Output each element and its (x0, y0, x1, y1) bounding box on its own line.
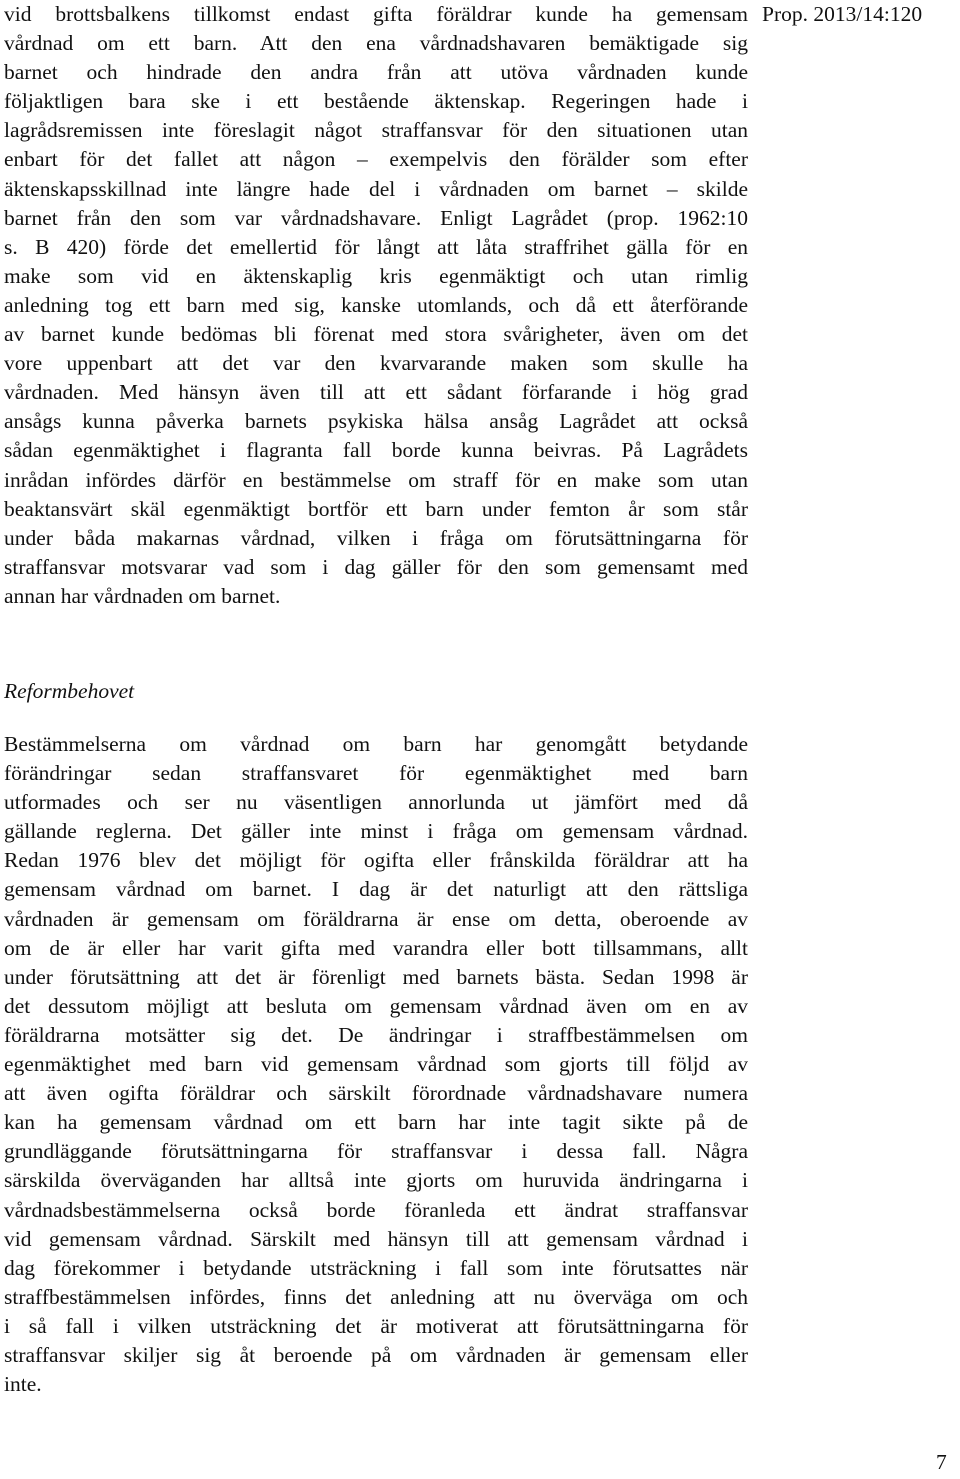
text-line: vid gemensam vårdnad. Särskilt med hänsyn till att gemensam vårdnad i (4, 1226, 748, 1251)
page-number: 7 (936, 1450, 947, 1474)
text-line: make som vid en äktenskaplig kris egenmäktigt och utan rimlig (4, 263, 748, 288)
text-line: straffbestämmelsen infördes, finns det anledning att nu överväga om och (4, 1284, 748, 1309)
text-line: vårdnadsbestämmelserna också borde föranleda ett ändrat straffansvar (4, 1197, 748, 1222)
text-line: anledning tog ett barn med sig, kanske utomlands, och då ett återförande (4, 292, 748, 317)
text-line: vårdnad om ett barn. Att den ena vårdnadshavaren bemäktigade sig (4, 31, 748, 56)
text-line: vid brottsbalkens tillkomst endast gifta föräldrar kunde ha gemensam (4, 2, 748, 26)
text-line: i så fall i vilken utsträckning det är motiverat att förutsättningarna för (4, 1313, 748, 1338)
paragraph-history (4, 0, 748, 611)
text-line: straffansvar skiljer sig åt beroende på om vårdnaden är gemensam eller (4, 1342, 748, 1367)
section-heading-reformbehovet: Reformbehovet (4, 679, 135, 703)
text-line: följaktligen bara ske i ett bestående äktenskap. Regeringen hade i (4, 89, 748, 114)
text-line: gällande reglerna. Det gäller inte minst i fråga om gemensam vårdnad. (4, 819, 748, 844)
text-line: gemensam vårdnad om barnet. I dag är det naturligt att den rättsliga (4, 877, 748, 902)
text-line: det dessutom möjligt att besluta om gemensam vårdnad även om en av (4, 993, 748, 1018)
text-line: lagrådsremissen inte föreslagit något straffansvar för den situationen utan (4, 118, 748, 143)
text-line: vore uppenbart att det var den kvarvarande maken som skulle ha (4, 351, 748, 376)
text-line: enbart för det fallet att någon – exempelvis den förälder som efter (4, 147, 748, 172)
text-line: vårdnaden. Med hänsyn även till att ett sådant förfarande i hög grad (4, 380, 748, 405)
text-line: äktenskapsskillnad inte längre hade del i vårdnaden om barnet – skilde (4, 176, 748, 201)
text-line: inte. (4, 1372, 42, 1397)
text-line: kan ha gemensam vårdnad om ett barn har inte tagit sikte på de (4, 1110, 748, 1135)
text-line: av barnet kunde bedömas bli förenat med stora svårigheter, även om det (4, 322, 748, 347)
text-line: inrådan infördes därför en bestämmelse om straff för en make som utan (4, 467, 748, 492)
text-line: Redan 1976 blev det möjligt för ogifta eller frånskilda föräldrar att ha (4, 848, 748, 873)
text-line: att även ogifta föräldrar och särskilt förordnade vårdnadshavare numera (4, 1081, 748, 1106)
text-line: barnet från den som var vårdnadshavare. Enligt Lagrådet (prop. 1962:10 (4, 205, 748, 230)
text-line: under båda makarnas vårdnad, vilken i fråga om förutsättningarna för (4, 525, 748, 550)
text-line: sådan egenmäktighet i flagranta fall borde kunna beivras. På Lagrådets (4, 438, 748, 463)
text-line: egenmäktighet med barn vid gemensam vårdnad som gjorts till följd av (4, 1052, 748, 1077)
text-line: beaktansvärt skäl egenmäktigt bortför ett barn under femton år som står (4, 496, 748, 521)
text-line: barnet och hindrade den andra från att utöva vårdnaden kunde (4, 60, 748, 85)
text-line: om de är eller har varit gifta med varandra eller bott tillsammans, allt (4, 935, 748, 960)
text-line: grundläggande förutsättningarna för straffansvar i dessa fall. Några (4, 1139, 748, 1164)
text-line: s. B 420) förde det emellertid för långt att låta straffrihet gälla för en (4, 234, 748, 259)
text-line: föräldrarna motsätter sig det. De ändringar i straffbestämmelsen om (4, 1022, 748, 1047)
proposition-reference: Prop. 2013/14:120 (762, 2, 923, 26)
text-line: annan har vårdnaden om barnet. (4, 583, 281, 608)
text-line: utformades och ser nu väsentligen annorlunda ut jämfört med då (4, 790, 748, 815)
text-line: under förutsättning att det är förenligt med barnets bästa. Sedan 1998 är (4, 964, 748, 989)
text-line: vårdnaden är gemensam om föräldrarna är ense om detta, oberoende av (4, 906, 748, 931)
paragraph-reform-need (4, 730, 748, 1399)
text-line: Bestämmelserna om vårdnad om barn har genomgått betydande (4, 732, 748, 756)
text-line: förändringar sedan straffansvaret för egenmäktighet med barn (4, 761, 748, 786)
text-line: ansågs kunna påverka barnets psykiska hälsa ansåg Lagrådet att också (4, 409, 748, 434)
text-line: straffansvar motsvarar vad som i dag gäller för den som gemensamt med (4, 554, 748, 579)
text-line: särskilda överväganden har alltså inte gjorts om huruvida ändringarna i (4, 1168, 748, 1193)
text-line: dag förekommer i betydande utsträckning i fall som inte förutsattes när (4, 1255, 748, 1280)
